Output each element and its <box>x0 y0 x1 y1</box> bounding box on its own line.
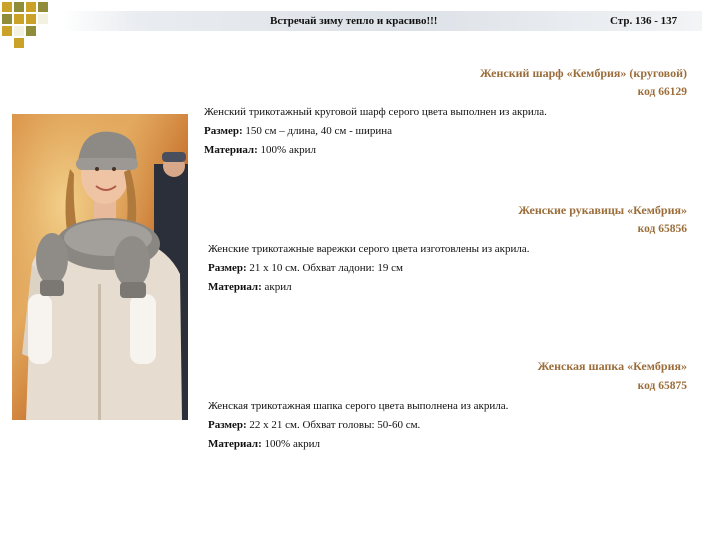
product-size-hat <box>208 419 420 431</box>
decorative-square <box>14 2 24 12</box>
decorative-square <box>26 26 36 36</box>
material-value: 100% акрил <box>257 144 317 156</box>
product-photo <box>12 114 188 420</box>
decorative-square <box>2 26 12 36</box>
product-title-hat: Женская шапка «Кембрия» <box>537 359 687 373</box>
size-value: 21 х 10 см. Обхват ладони: 19 см <box>246 262 403 274</box>
product-size-scarf <box>204 125 392 137</box>
product-description-hat: Женская трикотажная шапка серого цвета выполнена из акрила. <box>208 400 509 412</box>
decorative-square <box>14 38 24 48</box>
decorative-square <box>26 2 36 12</box>
product-title-scarf: Женский шарф «Кембрия» (круговой) <box>479 66 687 80</box>
material-label: Материал: <box>208 438 262 450</box>
decorative-square <box>14 14 24 24</box>
decorative-square <box>2 2 12 12</box>
product-code-scarf: код 66129 <box>637 86 687 98</box>
material-label: Материал: <box>208 281 262 293</box>
product-code-hat: код 65875 <box>637 380 687 392</box>
page-number: Стр. 136 - 137 <box>610 15 678 27</box>
product-size-mittens <box>208 262 403 274</box>
size-label: Размер: <box>208 262 247 274</box>
product-material-scarf <box>204 144 316 156</box>
size-value: 150 см – длина, 40 см - ширина <box>242 125 392 137</box>
product-description-scarf: Женский трикотажный круговой шарф серого цвета выполнен из акрила. <box>204 106 547 118</box>
decorative-square <box>14 26 24 36</box>
size-value: 22 х 21 см. Обхват головы: 50-60 см. <box>246 419 421 431</box>
decorative-square <box>2 14 12 24</box>
material-value: 100% акрил <box>261 438 321 450</box>
product-material-mittens <box>208 281 292 293</box>
product-code-mittens: код 65856 <box>637 223 687 235</box>
product-description-mittens: Женские трикотажные варежки серого цвета изготовлены из акрила. <box>208 243 530 255</box>
size-label: Размер: <box>208 419 247 431</box>
material-value: акрил <box>261 281 292 293</box>
decorative-square <box>26 14 36 24</box>
product-material-hat <box>208 438 320 450</box>
decorative-square <box>38 2 48 12</box>
decorative-square <box>38 14 48 24</box>
product-title-mittens: Женские рукавицы «Кембрия» <box>518 203 687 217</box>
header-title: Встречай зиму тепло и красиво!!! <box>270 15 438 27</box>
material-label: Материал: <box>204 144 258 156</box>
size-label: Размер: <box>204 125 243 137</box>
